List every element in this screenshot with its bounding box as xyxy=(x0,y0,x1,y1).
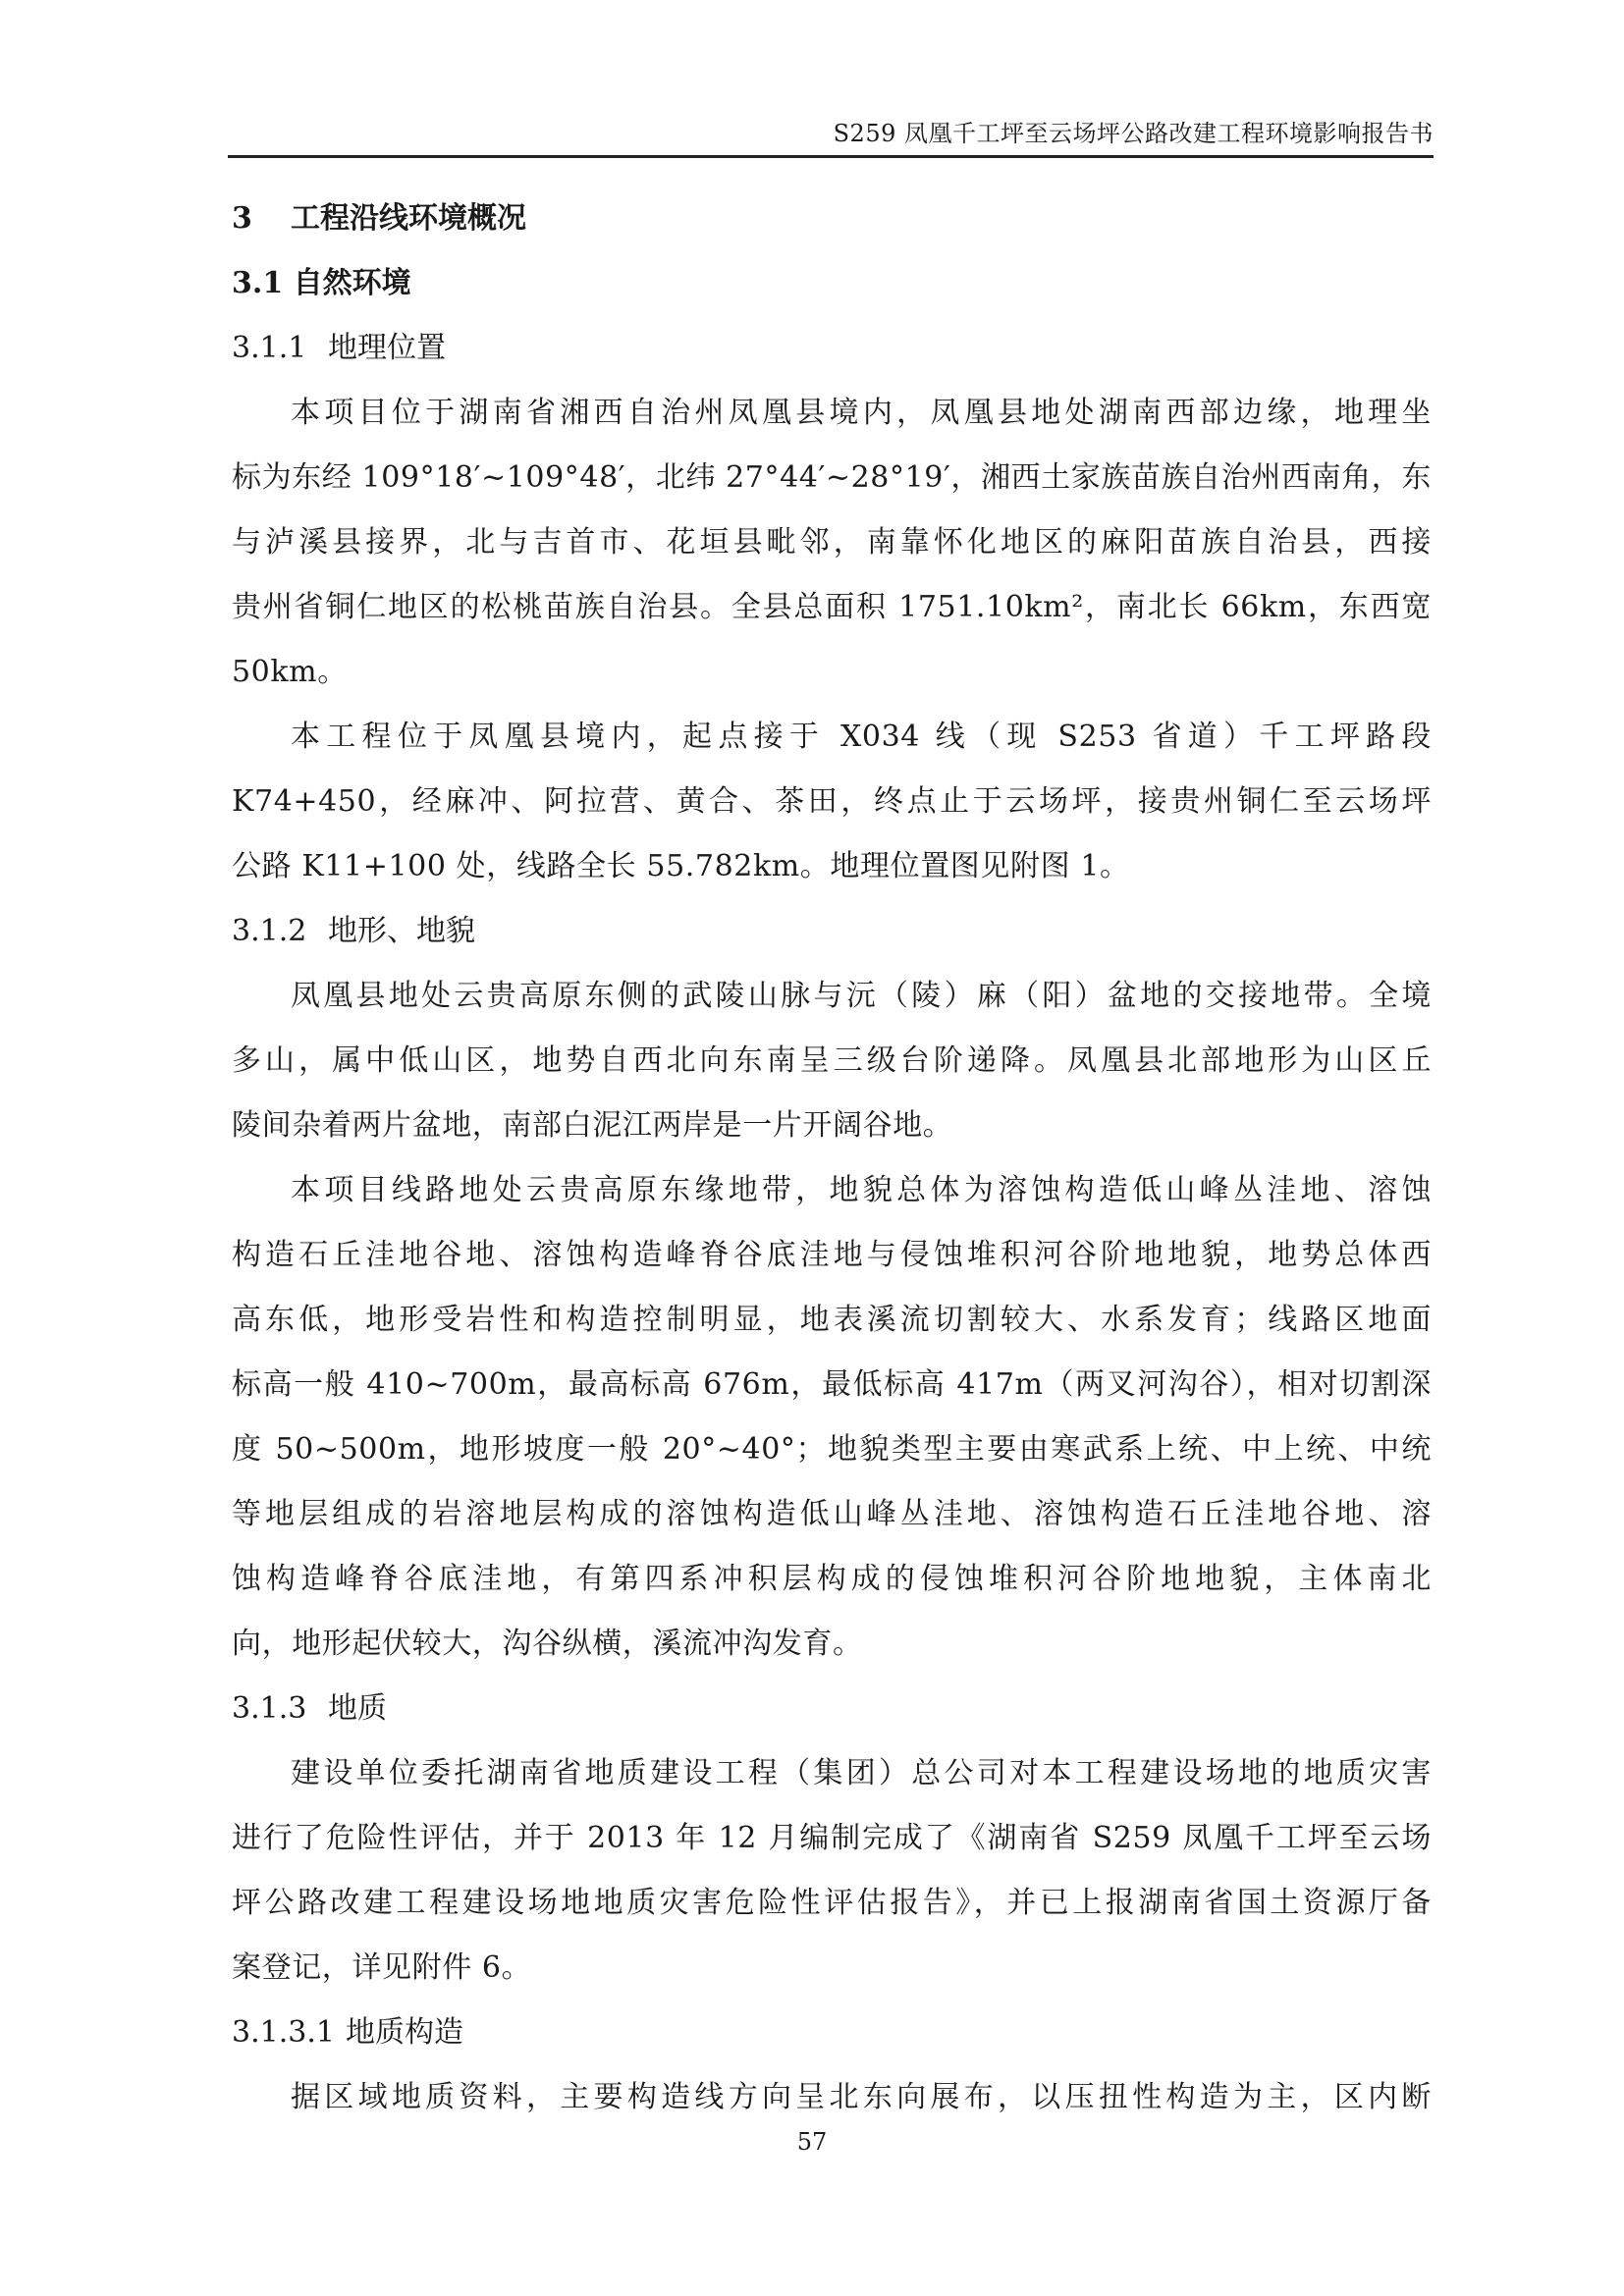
paragraph-line: 度 50~500m，地形坡度一般 20°~40°；地貌类型主要由寒武系上统、中上统、中统 xyxy=(232,1432,1432,1467)
section-number: 3.1 xyxy=(232,266,284,300)
page-number: 57 xyxy=(796,2128,828,2156)
section-heading-3-1 xyxy=(232,251,1432,316)
paragraph-line: 50km。 xyxy=(232,655,348,689)
paragraph-line: 标高一般 410~700m，最高标高 676m，最低标高 417m（两叉河沟谷），相对切割深 xyxy=(232,1367,1432,1402)
section-heading-3-1-3 xyxy=(232,1677,1432,1741)
section-heading-3-1-2 xyxy=(232,899,1432,964)
chapter-title: 工程沿线环境概况 xyxy=(291,201,526,236)
paragraph-project-location xyxy=(232,705,1432,899)
paragraph-line: 建设单位委托湖南省地质建设工程（集团）总公司对本工程建设场地的地质灾害 xyxy=(291,1756,1432,1790)
paragraph-terrain xyxy=(232,964,1432,1158)
chapter-heading xyxy=(232,187,1432,251)
paragraph-line: 本项目位于湖南省湘西自治州凤凰县境内，凤凰县地处湖南西部边缘，地理坐 xyxy=(291,396,1432,430)
paragraph-line: 与泸溪县接界，北与吉首市、花垣县毗邻，南靠怀化地区的麻阳苗族自治县，西接 xyxy=(232,525,1432,560)
section-title: 地质构造 xyxy=(346,2015,463,2050)
section-number: 3.1.3.1 xyxy=(232,2015,335,2050)
paragraph-line: 进行了危险性评估，并于 2013 年 12 月编制完成了《湖南省 S259 凤凰千工坪至云场 xyxy=(232,1821,1432,1855)
page-footer xyxy=(0,2128,1624,2156)
paragraph-line: 坪公路改建工程建设场地地质灾害危险性评估报告》，并已上报湖南省国土资源厅备 xyxy=(232,1886,1432,1920)
paragraph-line: 蚀构造峰脊谷底洼地，有第四系冲积层构成的侵蚀堆积河谷阶地地貌，主体南北 xyxy=(232,1562,1432,1596)
section-number: 3.1.2 xyxy=(232,914,307,948)
paragraph-landform xyxy=(232,1158,1432,1677)
paragraph-line: 构造石丘洼地谷地、溶蚀构造峰脊谷底洼地与侵蚀堆积河谷阶地地貌，地势总体西 xyxy=(232,1238,1432,1272)
section-title: 地质 xyxy=(328,1691,387,1726)
paragraph-line: 本工程位于凤凰县境内，起点接于 X034 线（现 S253 省道）千工坪路段 xyxy=(291,720,1432,754)
running-header xyxy=(228,110,1434,158)
paragraph-geology xyxy=(232,1741,1432,2001)
paragraph-location xyxy=(232,381,1432,705)
section-heading-3-1-3-1 xyxy=(232,2001,1432,2065)
section-number: 3.1.3 xyxy=(232,1691,307,1726)
section-title: 自然环境 xyxy=(293,266,411,300)
paragraph-line: 高东低，地形受岩性和构造控制明显，地表溪流切割较大、水系发育；线路区地面 xyxy=(232,1303,1432,1337)
paragraph-structure xyxy=(232,2065,1432,2130)
section-number: 3.1.1 xyxy=(232,331,307,365)
paragraph-line: 凤凰县地处云贵高原东侧的武陵山脉与沅（陵）麻（阳）盆地的交接地带。全境 xyxy=(291,979,1432,1013)
chapter-number: 3 xyxy=(232,201,252,236)
section-title: 地理位置 xyxy=(328,331,446,365)
paragraph-line: 多山，属中低山区，地势自西北向东南呈三级台阶递降。凤凰县北部地形为山区丘 xyxy=(232,1043,1432,1078)
section-title: 地形、地貌 xyxy=(328,914,475,948)
paragraph-line: 贵州省铜仁地区的松桃苗族自治县。全县总面积 1751.10km²，南北长 66km，东西宽 xyxy=(232,590,1432,624)
paragraph-line: 标为东经 109°18′~109°48′，北纬 27°44′~28°19′，湘西土家族苗族自治州西南角，东 xyxy=(232,460,1432,495)
paragraph-line: 等地层组成的岩溶地层构成的溶蚀构造低山峰丛洼地、溶蚀构造石丘洼地谷地、溶 xyxy=(232,1497,1432,1531)
paragraph-line: 案登记，详见附件 6。 xyxy=(232,1950,532,1985)
section-heading-3-1-1 xyxy=(232,316,1432,381)
header-title: S259 凤凰千工坪至云场坪公路改建工程环境影响报告书 xyxy=(833,120,1434,147)
paragraph-line: K74+450，经麻冲、阿拉营、黄合、茶田，终点止于云场坪，接贵州铜仁至云场坪 xyxy=(232,784,1432,819)
paragraph-line: 向，地形起伏较大，沟谷纵横，溪流冲沟发育。 xyxy=(232,1627,863,1661)
page-body xyxy=(232,187,1432,2130)
paragraph-line: 陵间杂着两片盆地，南部白泥江两岸是一片开阔谷地。 xyxy=(232,1108,953,1143)
paragraph-line: 本项目线路地处云贵高原东缘地带，地貌总体为溶蚀构造低山峰丛洼地、溶蚀 xyxy=(291,1173,1432,1207)
paragraph-line: 据区域地质资料，主要构造线方向呈北东向展布，以压扭性构造为主，区内断 xyxy=(291,2080,1432,2114)
paragraph-line: 公路 K11+100 处，线路全长 55.782km。地理位置图见附图 1。 xyxy=(232,849,1130,883)
